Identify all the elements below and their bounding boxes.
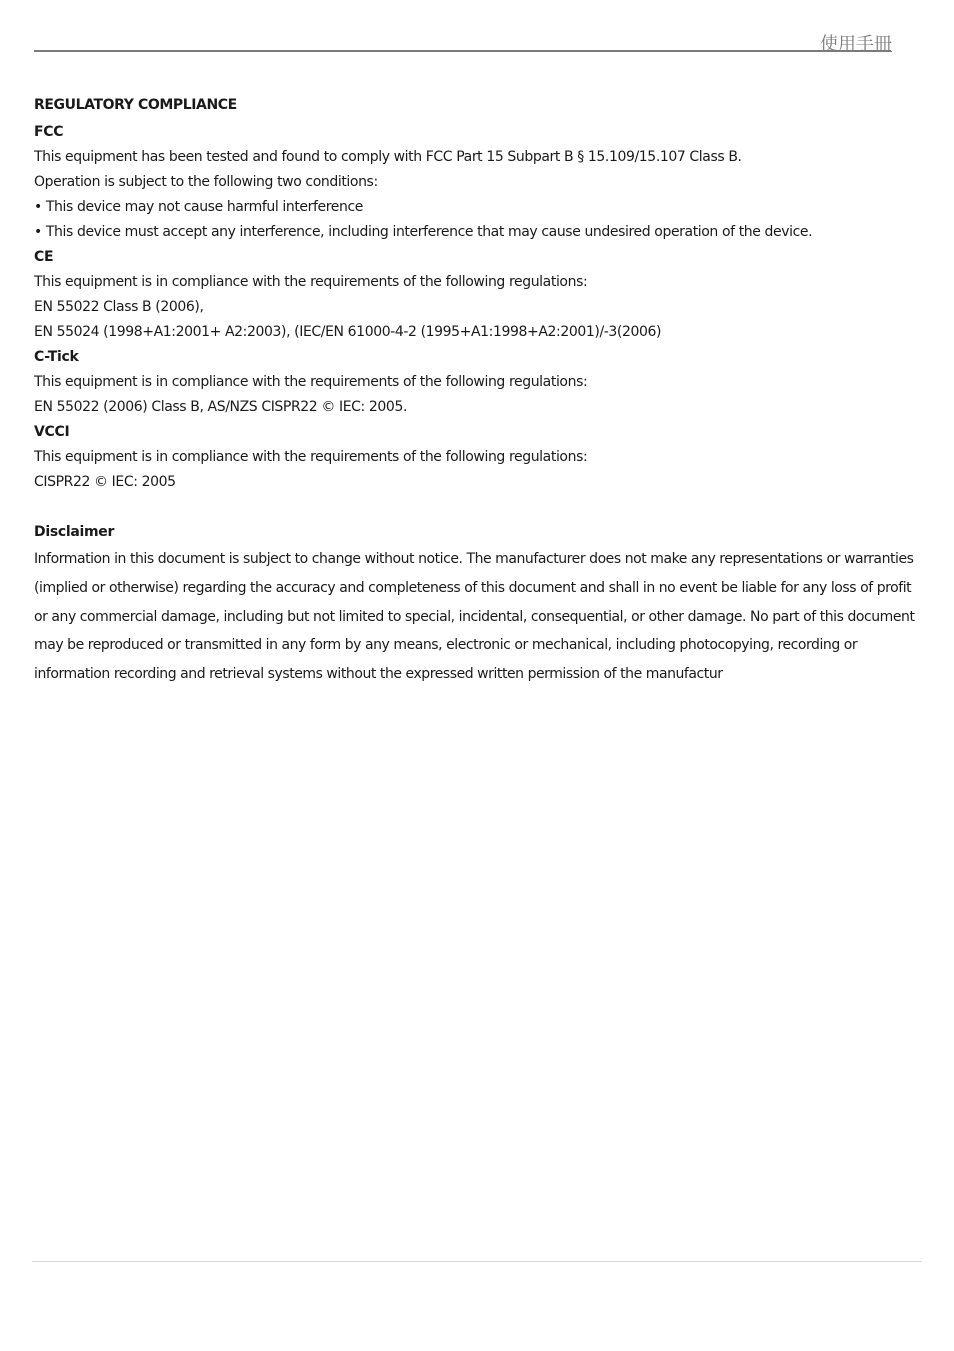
ctick-line-1: This equipment is in compliance with the requirements of the following regulations: bbox=[34, 374, 588, 390]
ce-line-2: EN 55022 Class B (2006), bbox=[34, 299, 204, 315]
fcc-bullet-2: • This device must accept any interference, including interference that may cause undesired operation of the device. bbox=[34, 224, 813, 240]
section-spacer bbox=[34, 495, 924, 520]
fcc-line-2: Operation is subject to the following two conditions: bbox=[34, 174, 378, 190]
disclaimer-text: Information in this document is subject to change without notice. The manufacturer does not make any representations or warranties (implied or otherwise) regarding the accuracy and completeness of this document and shall in no event be liable for any loss of profit or any commercial damage, including but not limited to special, incidental, consequential, or other damage. No part of this document may be reproduced or transmitted in any form by any means, electronic or mechanical, including photocopying, recording or information recording and retrieval systems without the expressed written permission of the manufactur bbox=[34, 551, 915, 683]
heading-fcc: FCC bbox=[34, 124, 64, 140]
header-divider bbox=[34, 50, 891, 52]
vcci-line-1: This equipment is in compliance with the requirements of the following regulations: bbox=[34, 449, 588, 465]
heading-vcci: VCCI bbox=[34, 424, 70, 440]
vcci-line-2: CISPR22 © IEC: 2005 bbox=[34, 474, 176, 490]
document-body bbox=[34, 93, 924, 689]
fcc-line-1: This equipment has been tested and found to comply with FCC Part 15 Subpart B § 15.109/15.107 Class B. bbox=[34, 149, 742, 165]
section-title-regulatory: REGULATORY COMPLIANCE bbox=[34, 97, 237, 113]
fcc-bullet-1: • This device may not cause harmful interference bbox=[34, 199, 363, 215]
heading-ce: CE bbox=[34, 249, 54, 265]
ce-line-1: This equipment is in compliance with the requirements of the following regulations: bbox=[34, 274, 588, 290]
ctick-line-2: EN 55022 (2006) Class B, AS/NZS CISPR22 © IEC: 2005. bbox=[34, 399, 407, 415]
footer-divider bbox=[32, 1261, 922, 1262]
heading-disclaimer: Disclaimer bbox=[34, 524, 115, 540]
ce-line-3: EN 55024 (1998+A1:2001+ A2:2003), (IEC/EN 61000-4-2 (1995+A1:1998+A2:2001)/-3(2006) bbox=[34, 324, 662, 340]
heading-ctick: C-Tick bbox=[34, 349, 79, 365]
header-title: 使用手冊 bbox=[820, 34, 892, 55]
